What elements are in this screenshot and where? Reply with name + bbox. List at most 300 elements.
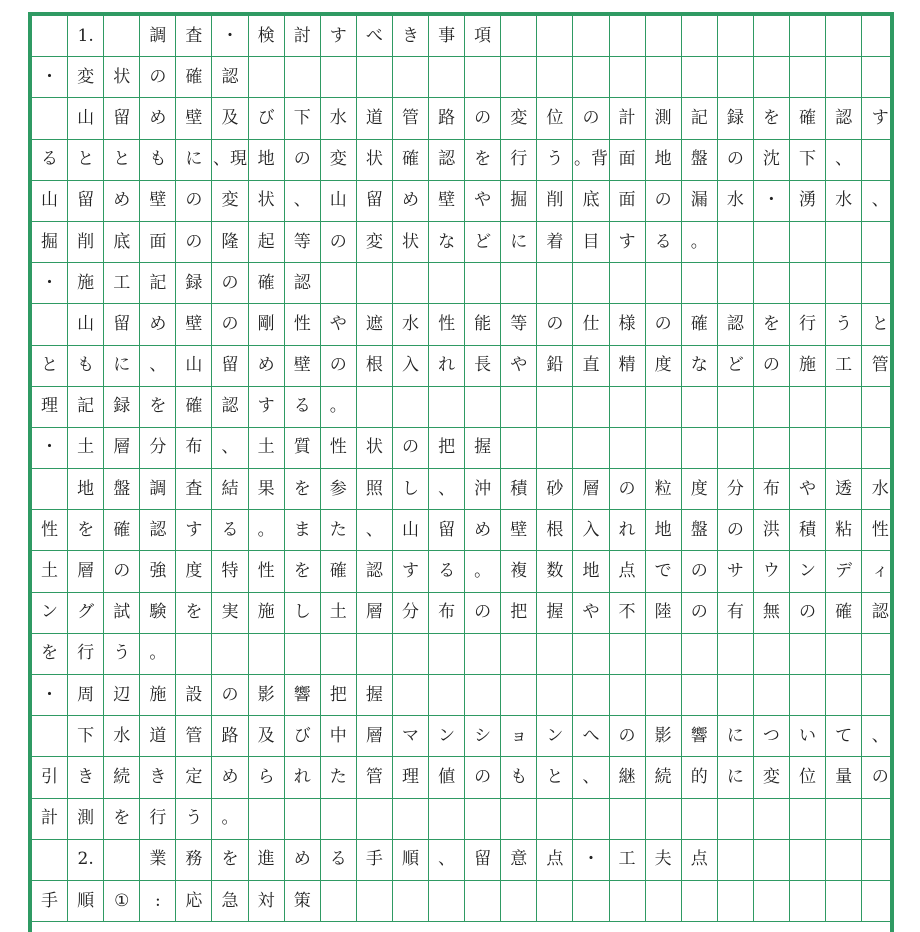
grid-cell: 調 — [140, 16, 176, 57]
grid-cell — [718, 840, 754, 881]
grid-cell — [826, 16, 862, 57]
grid-cell: 測 — [68, 799, 104, 840]
grid-cell — [465, 387, 501, 428]
grid-cell: 業 — [140, 840, 176, 881]
grid-cell: ・ — [754, 181, 790, 222]
grid-cell — [862, 881, 894, 922]
grid-cell: 急 — [212, 881, 248, 922]
grid-cell: 仕 — [573, 304, 609, 345]
grid-cell: 中 — [321, 716, 357, 757]
grid-cell — [826, 387, 862, 428]
grid-cell: 鉛 — [537, 346, 573, 387]
grid-cell — [429, 881, 465, 922]
grid-cell: の — [212, 263, 248, 304]
grid-cell: 点 — [537, 840, 573, 881]
grid-cell: を — [104, 799, 140, 840]
grid-cell — [357, 799, 393, 840]
grid-cell: 面 — [610, 140, 646, 181]
grid-cell — [754, 57, 790, 98]
grid-cell: 数 — [537, 551, 573, 592]
grid-cell: 分 — [718, 469, 754, 510]
grid-cell: 山 — [176, 346, 212, 387]
grid-cell: き — [140, 757, 176, 798]
grid-cell: び — [249, 98, 285, 139]
grid-row — [32, 469, 890, 510]
grid-cell — [826, 799, 862, 840]
grid-cell: 、 — [140, 346, 176, 387]
grid-cell: 1. — [68, 16, 104, 57]
grid-cell — [862, 263, 894, 304]
grid-cell: 、 — [285, 181, 321, 222]
grid-cell: 隆 — [212, 222, 248, 263]
grid-cell: 施 — [68, 263, 104, 304]
grid-cell — [646, 799, 682, 840]
grid-cell: 変 — [68, 57, 104, 98]
grid-row — [32, 510, 890, 551]
grid-cell: 工 — [610, 840, 646, 881]
grid-cell: に — [176, 140, 212, 181]
grid-cell: れ — [610, 510, 646, 551]
grid-cell: 様 — [610, 304, 646, 345]
grid-cell: 験 — [140, 593, 176, 634]
grid-cell: の — [176, 181, 212, 222]
grid-cell — [862, 140, 894, 181]
grid-cell: の — [790, 593, 826, 634]
grid-row — [32, 57, 890, 98]
grid-cell: 等 — [501, 304, 537, 345]
grid-cell: や — [573, 593, 609, 634]
grid-cell — [429, 387, 465, 428]
grid-cell — [465, 263, 501, 304]
grid-cell — [862, 675, 894, 716]
grid-cell: 壁 — [429, 181, 465, 222]
grid-cell: 水 — [321, 98, 357, 139]
grid-cell: 録 — [104, 387, 140, 428]
grid-cell: 直 — [573, 346, 609, 387]
grid-cell: の — [646, 181, 682, 222]
grid-cell: 施 — [140, 675, 176, 716]
grid-cell — [32, 304, 68, 345]
grid-cell: う — [104, 634, 140, 675]
grid-cell: 留 — [429, 510, 465, 551]
grid-cell: 行 — [140, 799, 176, 840]
grid-cell — [285, 799, 321, 840]
grid-cell: 特 — [212, 551, 248, 592]
grid-cell — [501, 428, 537, 469]
grid-cell — [718, 263, 754, 304]
grid-cell: 性 — [249, 551, 285, 592]
grid-cell: の — [393, 428, 429, 469]
grid-cell: 。 — [465, 551, 501, 592]
grid-cell: 性 — [429, 304, 465, 345]
grid-cell — [826, 840, 862, 881]
grid-cell — [718, 634, 754, 675]
grid-cell: 盤 — [104, 469, 140, 510]
grid-cell: た — [321, 757, 357, 798]
grid-cell: な — [429, 222, 465, 263]
grid-cell: 確 — [826, 593, 862, 634]
grid-cell: 認 — [285, 263, 321, 304]
grid-cell: な — [682, 346, 718, 387]
grid-cell: 変 — [501, 98, 537, 139]
grid-cell: と — [68, 140, 104, 181]
grid-cell — [862, 222, 894, 263]
grid-cell: 変 — [754, 757, 790, 798]
grid-cell: 沖 — [465, 469, 501, 510]
grid-cell: 状 — [393, 222, 429, 263]
grid-cell — [610, 263, 646, 304]
grid-cell: 状 — [357, 428, 393, 469]
grid-cell: の — [321, 222, 357, 263]
grid-cell: 位 — [790, 757, 826, 798]
grid-cell — [537, 57, 573, 98]
grid-cell: う — [826, 304, 862, 345]
grid-row — [32, 181, 890, 222]
grid-cell: 地 — [646, 140, 682, 181]
grid-cell: れ — [285, 757, 321, 798]
grid-cell: ン — [32, 593, 68, 634]
grid-cell: 項 — [465, 16, 501, 57]
grid-cell: 施 — [249, 593, 285, 634]
grid-cell — [826, 57, 862, 98]
grid-cell: 量 — [826, 757, 862, 798]
grid-cell: を — [754, 304, 790, 345]
grid-cell — [429, 634, 465, 675]
grid-cell: 層 — [573, 469, 609, 510]
grid-cell: 剛 — [249, 304, 285, 345]
grid-cell: 実 — [212, 593, 248, 634]
grid-cell: を — [32, 634, 68, 675]
grid-cell: る — [646, 222, 682, 263]
grid-cell — [501, 16, 537, 57]
grid-cell — [573, 263, 609, 304]
grid-cell: を — [285, 469, 321, 510]
grid-cell: と — [104, 140, 140, 181]
grid-cell: 積 — [501, 469, 537, 510]
grid-cell: で — [646, 551, 682, 592]
grid-row — [32, 428, 890, 469]
grid-cell: ン — [429, 716, 465, 757]
grid-cell — [790, 634, 826, 675]
grid-cell: ・ — [32, 675, 68, 716]
grid-row — [32, 16, 890, 57]
grid-row — [32, 757, 890, 798]
grid-cell: 。背 — [573, 140, 609, 181]
grid-cell: 計 — [610, 98, 646, 139]
grid-cell — [826, 881, 862, 922]
grid-cell — [718, 675, 754, 716]
grid-cell: を — [140, 387, 176, 428]
grid-cell — [501, 881, 537, 922]
grid-cell: を — [754, 98, 790, 139]
grid-cell: ョ — [501, 716, 537, 757]
grid-cell: べ — [357, 16, 393, 57]
grid-cell: と — [862, 304, 894, 345]
grid-cell: 長 — [465, 346, 501, 387]
grid-cell: 留 — [357, 181, 393, 222]
grid-cell — [790, 881, 826, 922]
grid-cell — [682, 675, 718, 716]
grid-cell — [393, 881, 429, 922]
grid-cell: 辺 — [104, 675, 140, 716]
grid-cell: 確 — [249, 263, 285, 304]
grid-cell — [862, 16, 894, 57]
grid-cell: 計 — [32, 799, 68, 840]
grid-cell: 記 — [68, 387, 104, 428]
grid-cell: 進 — [249, 840, 285, 881]
grid-cell — [249, 799, 285, 840]
grid-cell: 録 — [176, 263, 212, 304]
grid-cell: の — [465, 98, 501, 139]
grid-cell: つ — [754, 716, 790, 757]
grid-cell: 確 — [682, 304, 718, 345]
grid-cell: を — [212, 840, 248, 881]
grid-cell — [718, 57, 754, 98]
grid-cell: 響 — [285, 675, 321, 716]
grid-cell: 認 — [862, 593, 894, 634]
grid-cell: 留 — [212, 346, 248, 387]
grid-cell: も — [501, 757, 537, 798]
grid-cell: の — [718, 510, 754, 551]
grid-cell — [682, 57, 718, 98]
grid-cell: の — [465, 757, 501, 798]
grid-cell — [826, 634, 862, 675]
grid-cell — [32, 16, 68, 57]
grid-cell — [610, 16, 646, 57]
grid-cell: 湧 — [790, 181, 826, 222]
grid-row — [32, 222, 890, 263]
grid-cell: の — [682, 593, 718, 634]
grid-cell — [718, 222, 754, 263]
grid-cell: 施 — [790, 346, 826, 387]
grid-cell: 照 — [357, 469, 393, 510]
grid-cell: 及 — [249, 716, 285, 757]
grid-cell: や — [790, 469, 826, 510]
grid-cell: 点 — [610, 551, 646, 592]
grid-cell: 参 — [321, 469, 357, 510]
grid-cell: 根 — [357, 346, 393, 387]
grid-cell: 水 — [104, 716, 140, 757]
grid-cell: 変 — [321, 140, 357, 181]
grid-cell: 層 — [104, 428, 140, 469]
grid-cell: ウ — [754, 551, 790, 592]
grid-cell: 土 — [68, 428, 104, 469]
grid-cell — [610, 881, 646, 922]
grid-cell: 分 — [393, 593, 429, 634]
grid-cell — [429, 57, 465, 98]
grid-cell: し — [285, 593, 321, 634]
grid-cell: 試 — [104, 593, 140, 634]
grid-cell: 行 — [501, 140, 537, 181]
grid-cell: 、 — [429, 840, 465, 881]
grid-cell: 入 — [573, 510, 609, 551]
grid-cell: 無 — [754, 593, 790, 634]
grid-cell: ・ — [32, 263, 68, 304]
grid-cell: も — [140, 140, 176, 181]
grid-cell — [682, 881, 718, 922]
grid-cell: 盤 — [682, 140, 718, 181]
grid-cell: と — [32, 346, 68, 387]
grid-cell — [321, 881, 357, 922]
grid-cell: 道 — [357, 98, 393, 139]
grid-cell: 夫 — [646, 840, 682, 881]
grid-cell: 。 — [321, 387, 357, 428]
grid-cell: 設 — [176, 675, 212, 716]
grid-cell — [790, 840, 826, 881]
grid-row — [32, 140, 890, 181]
grid-cell: 水 — [718, 181, 754, 222]
grid-cell — [754, 263, 790, 304]
grid-cell: に — [718, 757, 754, 798]
grid-cell: を — [68, 510, 104, 551]
grid-cell: 留 — [104, 304, 140, 345]
grid-cell — [573, 387, 609, 428]
grid-cell — [826, 428, 862, 469]
grid-cell: れ — [429, 346, 465, 387]
grid-cell — [682, 428, 718, 469]
grid-cell — [321, 799, 357, 840]
grid-cell: : — [140, 881, 176, 922]
grid-cell: 、 — [357, 510, 393, 551]
grid-cell — [610, 799, 646, 840]
grid-cell: に — [501, 222, 537, 263]
grid-cell: 面 — [140, 222, 176, 263]
grid-cell — [610, 675, 646, 716]
grid-cell: 把 — [429, 428, 465, 469]
grid-cell — [862, 428, 894, 469]
grid-cell — [718, 428, 754, 469]
grid-cell: 砂 — [537, 469, 573, 510]
grid-cell: 応 — [176, 881, 212, 922]
grid-cell: 響 — [682, 716, 718, 757]
grid-cell — [285, 57, 321, 98]
grid-cell — [646, 675, 682, 716]
grid-cell: の — [573, 98, 609, 139]
grid-cell: や — [465, 181, 501, 222]
grid-cell: ・ — [32, 428, 68, 469]
grid-cell — [754, 675, 790, 716]
grid-cell: 位 — [537, 98, 573, 139]
grid-cell — [826, 263, 862, 304]
grid-cell: 変 — [212, 181, 248, 222]
grid-cell — [393, 675, 429, 716]
grid-cell: マ — [393, 716, 429, 757]
grid-cell: 質 — [285, 428, 321, 469]
grid-row — [32, 551, 890, 592]
grid-cell — [646, 428, 682, 469]
grid-cell — [754, 16, 790, 57]
grid-cell: ど — [718, 346, 754, 387]
grid-cell: 認 — [212, 57, 248, 98]
grid-cell: 行 — [68, 634, 104, 675]
grid-cell: や — [321, 304, 357, 345]
grid-cell — [104, 16, 140, 57]
grid-cell: 山 — [68, 304, 104, 345]
grid-cell: 、 — [573, 757, 609, 798]
grid-cell: 土 — [321, 593, 357, 634]
grid-cell: 水 — [393, 304, 429, 345]
grid-cell: 下 — [285, 98, 321, 139]
grid-cell: 精 — [610, 346, 646, 387]
grid-row — [32, 346, 890, 387]
grid-cell — [393, 634, 429, 675]
grid-cell: を — [465, 140, 501, 181]
grid-cell: 査 — [176, 469, 212, 510]
grid-cell — [249, 57, 285, 98]
grid-cell — [754, 840, 790, 881]
grid-cell: 複 — [501, 551, 537, 592]
grid-cell: 果 — [249, 469, 285, 510]
grid-cell — [790, 57, 826, 98]
grid-cell: 変 — [357, 222, 393, 263]
grid-cell: 壁 — [285, 346, 321, 387]
grid-cell: 影 — [646, 716, 682, 757]
grid-cell: 引 — [32, 757, 68, 798]
grid-cell: 路 — [212, 716, 248, 757]
grid-cell: め — [140, 98, 176, 139]
grid-cell: 討 — [285, 16, 321, 57]
grid-cell: の — [140, 57, 176, 98]
grid-cell: 続 — [646, 757, 682, 798]
grid-cell: ま — [285, 510, 321, 551]
grid-cell — [32, 469, 68, 510]
grid-cell — [465, 799, 501, 840]
grid-row — [32, 304, 890, 345]
grid-cell: 対 — [249, 881, 285, 922]
grid-cell — [501, 387, 537, 428]
grid-cell: 認 — [357, 551, 393, 592]
grid-cell: も — [68, 346, 104, 387]
grid-cell: 分 — [140, 428, 176, 469]
grid-cell: 地 — [68, 469, 104, 510]
grid-cell — [610, 57, 646, 98]
grid-cell: 性 — [32, 510, 68, 551]
grid-cell: す — [610, 222, 646, 263]
grid-cell: 結 — [212, 469, 248, 510]
grid-cell: 削 — [537, 181, 573, 222]
grid-cell: め — [393, 181, 429, 222]
grid-cell: 。 — [249, 510, 285, 551]
grid-cell — [790, 387, 826, 428]
grid-cell: す — [249, 387, 285, 428]
grid-cell: の — [104, 551, 140, 592]
grid-cell — [790, 16, 826, 57]
manuscript-grid — [28, 12, 894, 932]
grid-cell: の — [754, 346, 790, 387]
grid-cell — [682, 16, 718, 57]
grid-cell: 下 — [790, 140, 826, 181]
grid-cell: 手 — [32, 881, 68, 922]
grid-row — [32, 634, 890, 675]
grid-cell: の — [537, 304, 573, 345]
grid-cell — [610, 387, 646, 428]
grid-cell: る — [212, 510, 248, 551]
grid-cell: 遮 — [357, 304, 393, 345]
grid-cell: 順 — [393, 840, 429, 881]
grid-cell — [573, 634, 609, 675]
grid-cell — [862, 634, 894, 675]
grid-cell: 確 — [104, 510, 140, 551]
grid-cell: 水 — [862, 469, 894, 510]
grid-cell: 継 — [610, 757, 646, 798]
grid-cell: 理 — [32, 387, 68, 428]
grid-cell: 査 — [176, 16, 212, 57]
grid-cell: 地 — [249, 140, 285, 181]
grid-cell: い — [790, 716, 826, 757]
grid-cell — [393, 387, 429, 428]
grid-cell — [646, 881, 682, 922]
grid-cell: へ — [573, 716, 609, 757]
